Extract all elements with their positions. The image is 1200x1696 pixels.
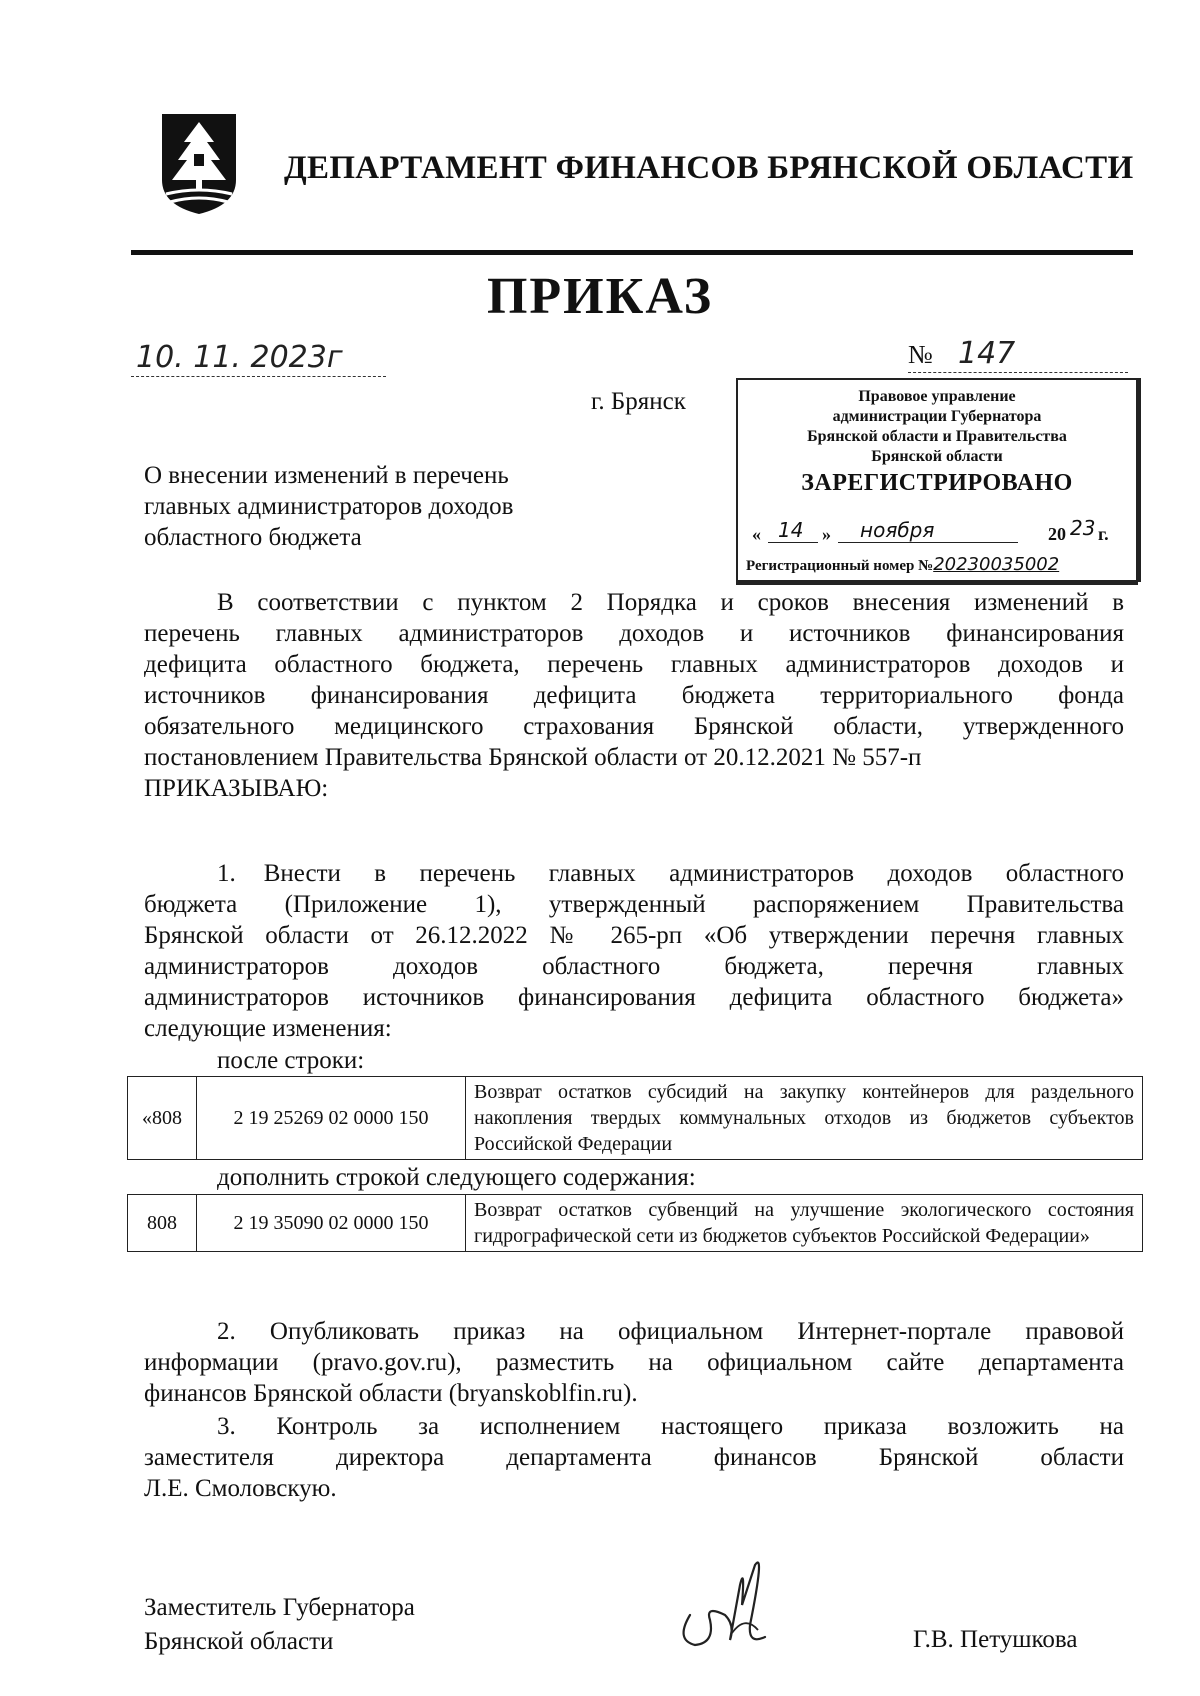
stamp-registration-number-row: [746, 554, 1059, 575]
stamp-quote-open: «: [752, 524, 761, 544]
item-3-paragraph: [144, 1411, 1124, 1504]
preamble-paragraph: [144, 587, 1124, 804]
preamble-line: обязательного медицинского страхования Брянской области, утвержденного: [144, 713, 1124, 740]
document-type-title: ПРИКАЗ: [486, 268, 714, 325]
signer-position-line: Брянской области: [144, 1628, 334, 1655]
preamble-line: источников финансирования дефицита бюджета территориального фонда: [144, 682, 1124, 709]
document-number: 147: [958, 336, 1016, 371]
item-1-line: администраторов источников финансирования дефицита областного бюджета»: [144, 984, 1124, 1011]
add-row-label: дополнить строкой следующего содержания:: [217, 1164, 696, 1191]
item-1-number: 1.: [217, 860, 236, 887]
item-2-paragraph: [144, 1316, 1124, 1409]
stamp-year-prefix: 20: [1048, 524, 1066, 544]
item-2-line: информации (pravo.gov.ru), разместить на официальном сайте департамента: [144, 1349, 1124, 1376]
stamp-month-line: [838, 542, 1018, 543]
admin-code-cell: 808: [128, 1195, 197, 1252]
subject-line: О внесении изменений в перечень: [144, 462, 509, 489]
item-1-line: следующие изменения:: [144, 1015, 392, 1042]
table-row-after: [127, 1076, 1143, 1160]
document-subject: [144, 460, 513, 553]
subject-line: областного бюджета: [144, 524, 362, 551]
item-1-line: администраторов доходов областного бюджета, перечня главных: [144, 953, 1124, 980]
signer-name: Г.В. Петушкова: [913, 1626, 1078, 1653]
document-date: 10. 11. 2023г: [136, 340, 343, 375]
stamp-reg-number: 20230035002: [933, 554, 1060, 575]
item-2-line: финансов Брянской области (bryanskoblfin.ru).: [144, 1380, 638, 1407]
budget-code-cell: 2 19 25269 02 0000 150: [197, 1077, 466, 1160]
admin-code-cell: «808: [128, 1077, 197, 1160]
preamble-line: перечень главных администраторов доходов и источников финансирования: [144, 620, 1124, 647]
stamp-day: 14: [778, 518, 804, 542]
city-label: г. Брянск: [591, 388, 686, 415]
number-underline: [908, 340, 1128, 373]
item-1-line: Брянской области от 26.12.2022 № 265-рп «Об утверждении перечня главных: [144, 922, 1124, 949]
stamp-reg-label: Регистрационный номер №: [746, 558, 934, 574]
stamp-line-1: Правовое управление: [858, 388, 1016, 405]
stamp-line-3: Брянской области и Правительства: [807, 428, 1067, 445]
regional-emblem-icon: [156, 110, 242, 216]
subject-line: главных администраторов доходов: [144, 493, 514, 520]
item-3-line: 3. Контроль за исполнением настоящего приказа возложить на: [217, 1413, 1124, 1440]
header-divider: [131, 250, 1133, 255]
item-1-line: Внести в перечень главных администраторов доходов областного: [263, 860, 1124, 887]
registration-stamp: [736, 378, 1138, 582]
handwritten-signature-icon: [670, 1545, 820, 1655]
item-2-line: 2. Опубликовать приказ на официальном Интернет-портале правовой: [217, 1318, 1124, 1345]
item-3-line: Л.Е. Смоловскую.: [144, 1475, 337, 1502]
budget-code-cell: 2 19 35090 02 0000 150: [197, 1195, 466, 1252]
income-name-cell: Возврат остатков субвенций на улучшение экологического состояния гидрографической сети из бюджетов субъектов Российской Федерации»: [466, 1195, 1143, 1252]
stamp-status: ЗАРЕГИСТРИРОВАНО: [801, 470, 1073, 496]
item-1-first-line: [144, 858, 1124, 889]
stamp-quote-close: »: [822, 524, 831, 544]
stamp-line-2: администрации Губернатора: [832, 408, 1042, 425]
signer-position: [144, 1591, 415, 1659]
stamp-line-4: Брянской области: [871, 448, 1003, 465]
table-row: [128, 1195, 1143, 1252]
stamp-month: ноября: [860, 518, 935, 542]
order-word: ПРИКАЗЫВАЮ:: [144, 775, 329, 802]
stamp-year-suffix: 23: [1070, 516, 1096, 540]
preamble-line: В соответствии с пунктом 2 Порядка и сроков внесения изменений в: [217, 589, 1124, 616]
number-sign: №: [908, 340, 933, 369]
preamble-line: дефицита областного бюджета, перечень главных администраторов доходов и: [144, 651, 1124, 678]
item-1-paragraph: [144, 858, 1124, 1044]
preamble-line: постановлением Правительства Брянской области от 20.12.2021 № 557-п: [144, 744, 922, 771]
stamp-year-end: г.: [1098, 524, 1109, 544]
income-name-cell: Возврат остатков субсидий на закупку контейнеров для раздельного накопления твердых коммунальных отходов из бюджетов субъектов Российской Федерации: [466, 1077, 1143, 1160]
item-1-line: бюджета (Приложение 1), утвержденный распоряжением Правительства: [144, 891, 1124, 918]
organization-title: ДЕПАРТАМЕНТ ФИНАНСОВ БРЯНСКОЙ ОБЛАСТИ: [284, 150, 1134, 186]
signer-position-line: Заместитель Губернатора: [144, 1594, 415, 1621]
stamp-day-line: [768, 542, 818, 543]
stamp-date-row: [752, 516, 1132, 550]
table-row-new: [127, 1194, 1143, 1252]
after-row-label: после строки:: [217, 1047, 365, 1074]
table-row: [128, 1077, 1143, 1160]
item-3-line: заместителя директора департамента финансов Брянской области: [144, 1444, 1124, 1471]
